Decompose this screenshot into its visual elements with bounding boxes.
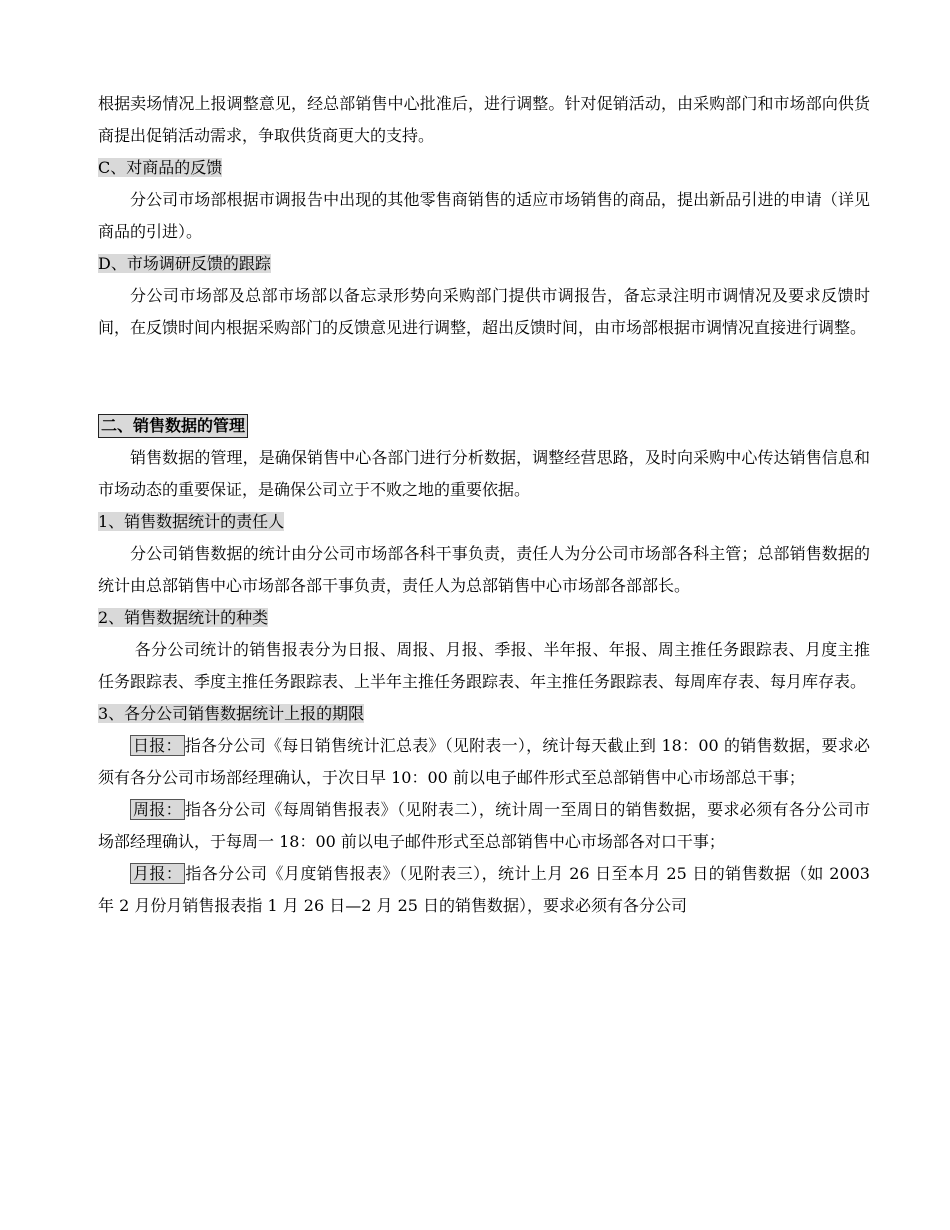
section-2-heading: 二、销售数据的管理 — [98, 414, 248, 438]
weekly-report-paragraph — [98, 794, 870, 858]
monthly-report-paragraph — [98, 858, 870, 922]
section-c-paragraph: 分公司市场部根据市调报告中出现的其他零售商销售的适应市场销售的商品，提出新品引进的申请（详见商品的引进）。 — [98, 190, 870, 241]
item-1-heading: 1、销售数据统计的责任人 — [98, 512, 285, 531]
section-c-heading: C、对商品的反馈 — [98, 158, 223, 177]
section-2-heading-line — [98, 410, 870, 442]
item-3-heading-line — [98, 698, 870, 730]
weekly-report-text: 指各分公司《每周销售报表》（见附表二），统计周一至周日的销售数据，要求必须有各分公司市场部经理确认，于每周一 18：00 前以电子邮件形式至总部销售中心市场部各对口干事； — [98, 800, 870, 851]
section-d-paragraph: 分公司市场部及总部市场部以备忘录形势向采购部门提供市调报告，备忘录注明市调情况及要求反馈时间，在反馈时间内根据采购部门的反馈意见进行调整，超出反馈时间，由市场部根据市调情况直接进行调整。 — [98, 286, 870, 337]
section-c-heading-line — [98, 152, 870, 184]
monthly-report-label: 月报： — [130, 863, 185, 884]
weekly-report-label: 周报： — [130, 799, 185, 820]
daily-report-paragraph — [98, 730, 870, 794]
item-2-heading-line — [98, 602, 870, 634]
item-2-heading: 2、销售数据统计的种类 — [98, 608, 269, 627]
section-d-heading: D、市场调研反馈的跟踪 — [98, 254, 271, 273]
section-d-heading-line — [98, 248, 870, 280]
item-1-paragraph: 分公司销售数据的统计由分公司市场部各科干事负责，责任人为分公司市场部各科主管；总部销售数据的统计由总部销售中心市场部各部干事负责，责任人为总部销售中心市场部各部部长。 — [98, 544, 870, 595]
daily-report-text: 指各分公司《每日销售统计汇总表》（见附表一），统计每天截止到 18：00 的销售数据，要求必须有各分公司市场部经理确认，于次日早 10：00 前以电子邮件形式至总部销售中心市场部总干事； — [98, 736, 870, 787]
monthly-report-text: 指各分公司《月度销售报表》（见附表三），统计上月 26 日至本月 25 日的销售数据（如 2003 年 2 月份月销售报表指 1 月 26 日—2 月 25 日的销售数据），要求必须有各分公司 — [98, 864, 870, 915]
section-c-intro-paragraph: 根据卖场情况上报调整意见，经总部销售中心批准后，进行调整。针对促销活动，由采购部门和市场部向供货商提出促销活动需求，争取供货商更大的支持。 — [98, 94, 870, 145]
document-page — [98, 88, 870, 922]
item-1-heading-line — [98, 506, 870, 538]
item-3-heading: 3、各分公司销售数据统计上报的期限 — [98, 704, 365, 723]
section-2-paragraph: 销售数据的管理，是确保销售中心各部门进行分析数据，调整经营思路，及时向采购中心传达销售信息和市场动态的重要保证，是确保公司立于不败之地的重要依据。 — [98, 448, 870, 499]
daily-report-label: 日报： — [130, 735, 185, 756]
item-2-paragraph: 各分公司统计的销售报表分为日报、周报、月报、季报、半年报、年报、周主推任务跟踪表、月度主推任务跟踪表、季度主推任务跟踪表、上半年主推任务跟踪表、年主推任务跟踪表、每周库存表、每月库存表。 — [98, 640, 870, 691]
